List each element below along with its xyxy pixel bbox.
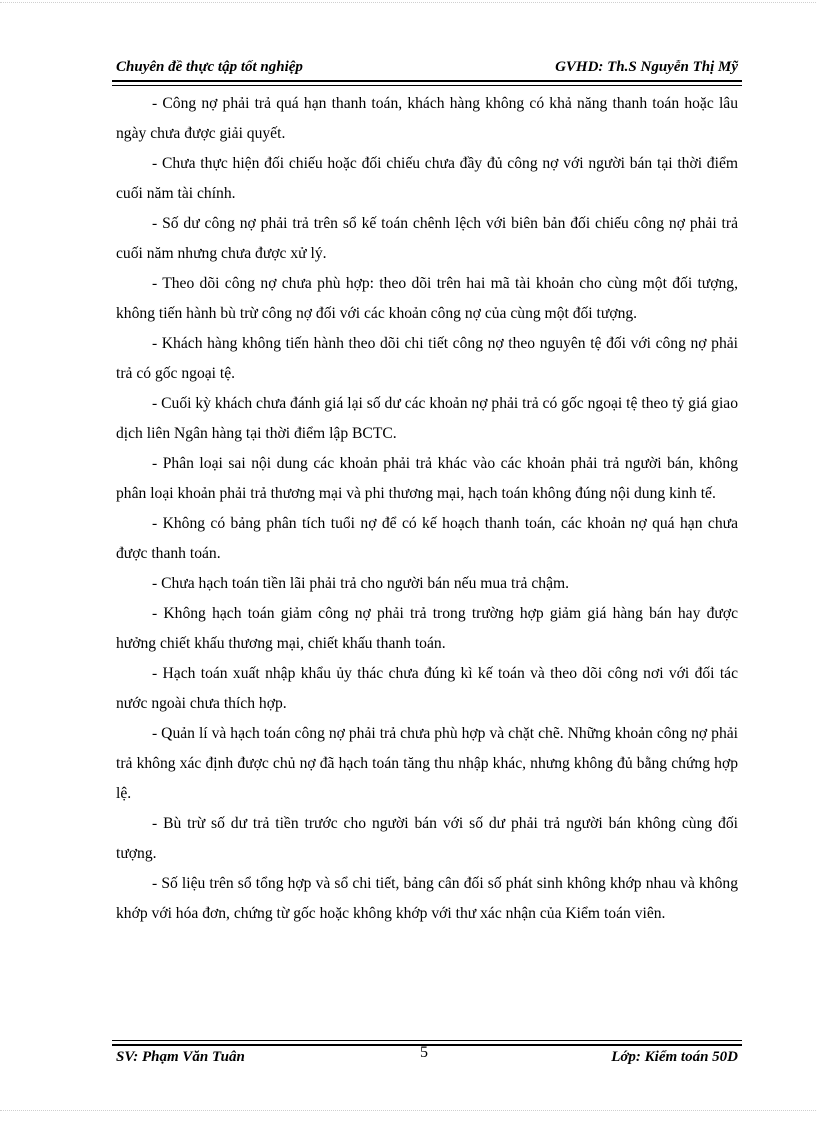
paragraph: - Số dư công nợ phải trả trên sổ kế toán chênh lệch với biên bản đối chiếu công nợ phải trả cuối năm nhưng chưa được xử lý. [116, 215, 738, 262]
paragraph: - Theo dõi công nợ chưa phù hợp: theo dõi trên hai mã tài khoản cho cùng một đối tượng, không tiến hành bù trừ công nợ đối với các khoản công nợ của cùng một đối tượng. [116, 275, 738, 322]
page-number: 5 [420, 1044, 428, 1061]
page-edge-bottom [0, 1110, 816, 1111]
paragraph: - Không có bảng phân tích tuổi nợ để có kế hoạch thanh toán, các khoản nợ quá hạn chưa được thanh toán. [116, 515, 738, 562]
page-edge-top [0, 2, 816, 3]
header-report-title: Chuyên đề thực tập tốt nghiệp [116, 59, 303, 75]
footer-class: Lớp: Kiểm toán 50D [611, 1049, 738, 1065]
paragraph: - Số liệu trên sổ tổng hợp và sổ chi tiết, bảng cân đối số phát sinh không khớp nhau và không khớp với hóa đơn, chứng từ gốc hoặc không khớp với thư xác nhận của Kiểm toán viên. [116, 875, 738, 922]
paragraph: - Công nợ phải trả quá hạn thanh toán, khách hàng không có khả năng thanh toán hoặc lâu ngày chưa được giải quyết. [116, 95, 738, 142]
paragraph: - Không hạch toán giảm công nợ phải trả trong trường hợp giảm giá hàng bán hay được hưởng chiết khấu thương mại, chiết khấu thanh toán. [116, 605, 738, 652]
paragraph: - Hạch toán xuất nhập khẩu ủy thác chưa đúng kì kế toán và theo dõi công nơi với đối tác nước ngoài chưa thích hợp. [116, 665, 738, 712]
page-footer [116, 1044, 740, 1068]
paragraph: - Phân loại sai nội dung các khoản phải trả khác vào các khoản phải trả người bán, không phân loại khoản phải trả thương mại và phi thương mại, hạch toán không đúng nội dung kinh tế. [116, 455, 738, 502]
header-supervisor: GVHD: Th.S Nguyễn Thị Mỹ [555, 59, 738, 75]
paragraph: - Bù trừ số dư trả tiền trước cho người bán với số dư phải trả người bán không cùng đối tượng. [116, 815, 738, 862]
paragraph: - Quản lí và hạch toán công nợ phải trả chưa phù hợp và chặt chẽ. Những khoản công nợ phải trả không xác định được chủ nợ đã hạch toán tăng thu nhập khác, nhưng không đủ bằng chứng hợp lệ. [116, 725, 738, 802]
body-text [116, 89, 738, 929]
paragraph: - Chưa hạch toán tiền lãi phải trả cho người bán nếu mua trả chậm. [152, 575, 570, 592]
paragraph: - Chưa thực hiện đối chiếu hoặc đối chiếu chưa đầy đủ công nợ với người bán tại thời điểm cuối năm tài chính. [116, 155, 738, 202]
paragraph: - Cuối kỳ khách chưa đánh giá lại số dư các khoản nợ phải trả có gốc ngoại tệ theo tỷ giá giao dịch liên Ngân hàng tại thời điểm lập BCTC. [116, 395, 738, 442]
page-header [116, 56, 740, 78]
footer-student: SV: Phạm Văn Tuân [116, 1049, 245, 1065]
header-rule [112, 80, 742, 86]
paragraph: - Khách hàng không tiến hành theo dõi chi tiết công nợ theo nguyên tệ đối với công nợ phải trả có gốc ngoại tệ. [116, 335, 738, 382]
